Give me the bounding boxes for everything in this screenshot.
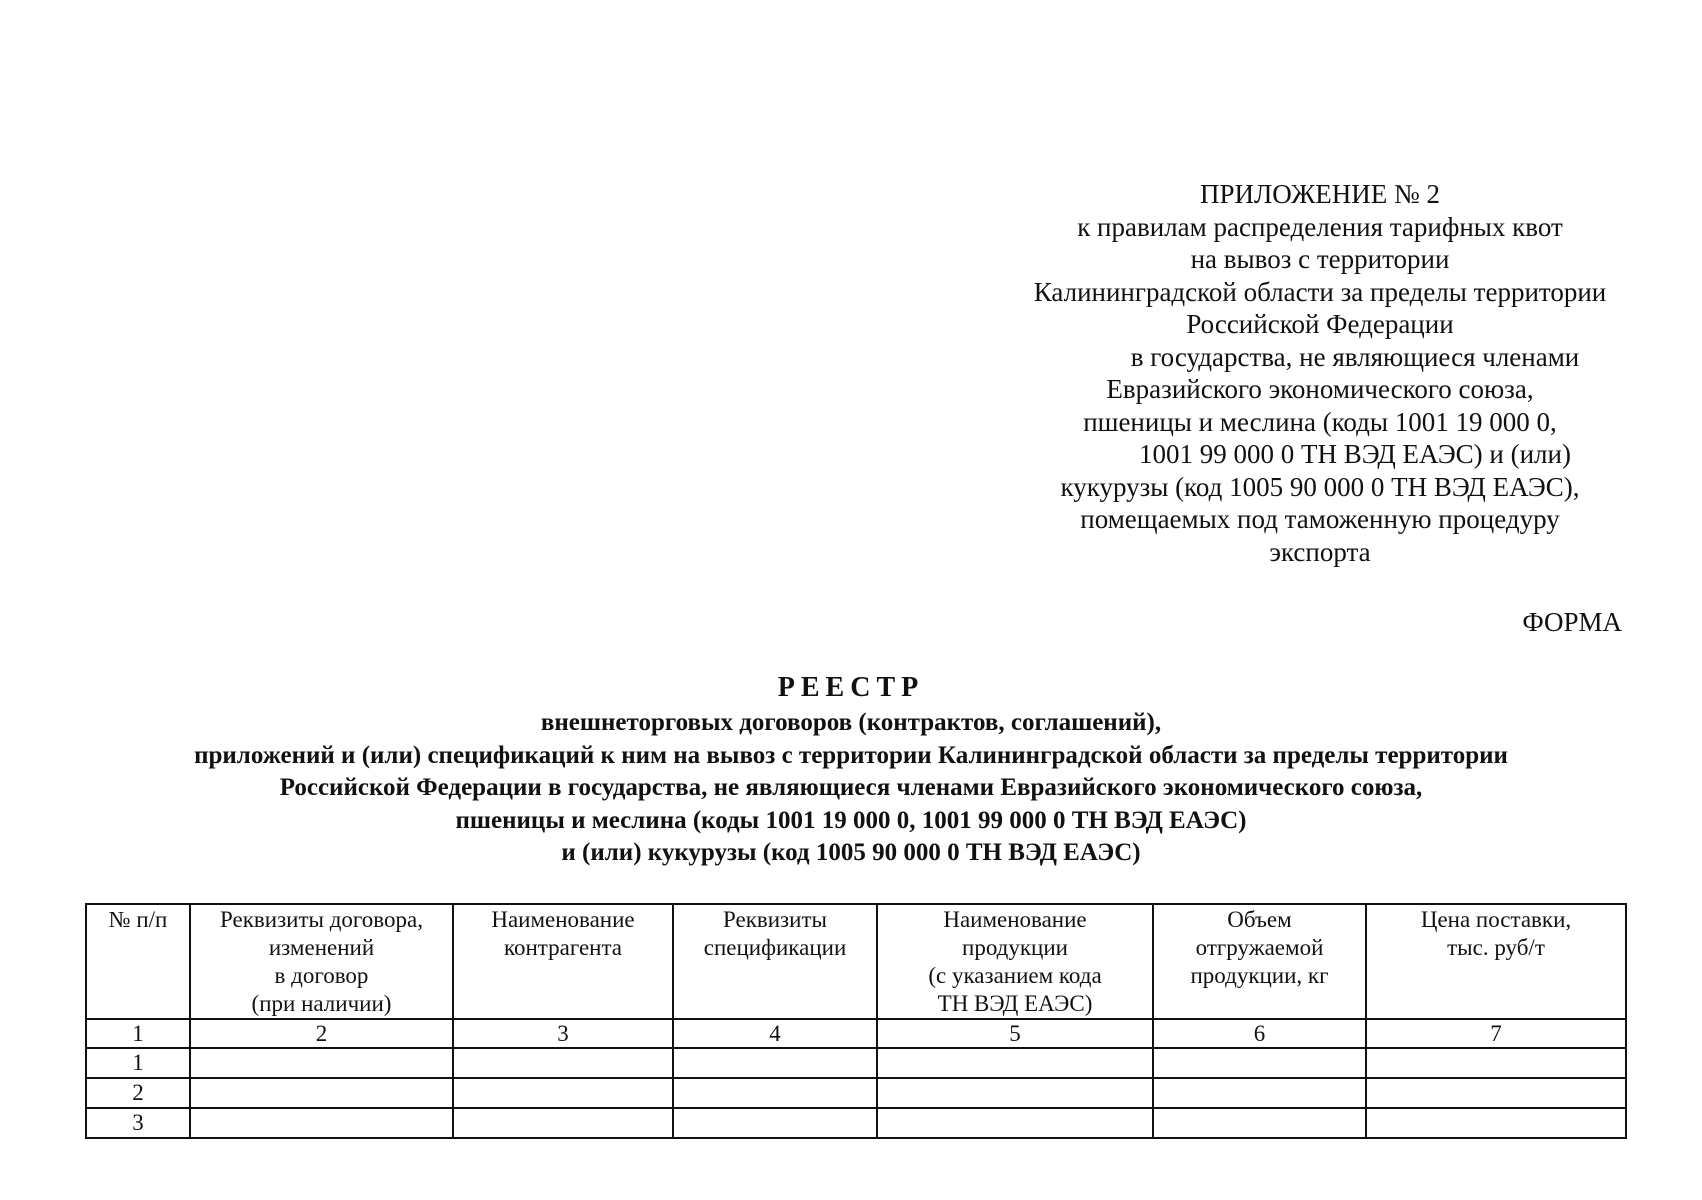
header-cell-contract-details: Реквизиты договора, изменений в договор (при наличии): [190, 904, 453, 1019]
header-cell-counterparty: Наименование контрагента: [453, 904, 673, 1019]
header-cell-number: № п/п: [86, 904, 190, 1019]
column-number: 3: [453, 1019, 673, 1048]
table-cell: 2: [86, 1078, 190, 1108]
table-row: [86, 1078, 1626, 1108]
column-number: 1: [86, 1019, 190, 1048]
column-number: 5: [877, 1019, 1153, 1048]
table-cell: [1366, 1048, 1626, 1078]
appendix-line: Российской Федерации: [1186, 309, 1454, 339]
appendix-line: помещаемых под таможенную процедуру: [1080, 504, 1560, 534]
table-cell: [1366, 1078, 1626, 1108]
column-number: 7: [1366, 1019, 1626, 1048]
table-row: [86, 1048, 1626, 1078]
subtitle-line: и (или) кукурузы (код 1005 90 000 0 ТН ВЭД ЕАЭС): [561, 839, 1141, 866]
appendix-line: экспорта: [1269, 536, 1371, 567]
column-number: 6: [1153, 1019, 1366, 1048]
subtitle-line: Российской Федерации в государства, не являющиеся членами Евразийского экономического союза,: [279, 774, 1423, 801]
appendix-line: к правилам распределения тарифных квот: [1077, 211, 1563, 242]
column-number-row: [86, 1019, 1626, 1048]
table-cell: 3: [86, 1108, 190, 1138]
header-row: [86, 904, 1626, 1019]
form-label: ФОРМА: [1522, 607, 1622, 637]
table-cell: [190, 1048, 453, 1078]
appendix-line: Евразийского экономического союза,: [1106, 374, 1534, 404]
table-cell: [1366, 1108, 1626, 1138]
table-cell: [453, 1048, 673, 1078]
table-cell: [190, 1078, 453, 1108]
column-number: 4: [673, 1019, 877, 1048]
appendix-line: Калининградской области за пределы территории: [1033, 276, 1607, 307]
subtitle-line: пшеницы и меслина (коды 1001 19 000 0, 1001 99 000 0 ТН ВЭД ЕАЭС): [455, 806, 1247, 834]
subtitle-line: приложений и (или) спецификаций к ним на вывоз с территории Калининградской области за пределы территории: [194, 741, 1508, 769]
header-cell-volume: Объем отгружаемой продукции, кг: [1153, 904, 1366, 1019]
table-cell: [1153, 1108, 1366, 1138]
table-cell: 1: [86, 1048, 190, 1078]
register-subtitle: [0, 707, 1702, 870]
appendix-heading: [990, 178, 1650, 568]
table-cell: [190, 1108, 453, 1138]
table-cell: [453, 1078, 673, 1108]
table-cell: [673, 1078, 877, 1108]
appendix-line: пшеницы и меслина (коды 1001 19 000 0,: [1083, 406, 1557, 437]
register-title: РЕЕСТР: [777, 672, 925, 703]
header-cell-price: Цена поставки, тыс. руб/т: [1366, 904, 1626, 1019]
appendix-line: кукурузы (код 1005 90 000 0 ТН ВЭД ЕАЭС),: [1060, 471, 1580, 502]
appendix-line: в государства, не являющиеся членами: [1130, 341, 1580, 372]
table-cell: [877, 1048, 1153, 1078]
table-row: [86, 1108, 1626, 1138]
header-cell-specification: Реквизиты спецификации: [673, 904, 877, 1019]
appendix-line: на вывоз с территории: [1190, 244, 1450, 274]
header-cell-product: Наименование продукции (с указанием кода ТН ВЭД ЕАЭС): [877, 904, 1153, 1019]
subtitle-line: внешнеторговых договоров (контрактов, соглашений),: [540, 709, 1162, 736]
table-cell: [673, 1048, 877, 1078]
table-cell: [453, 1108, 673, 1138]
appendix-line: 1001 99 000 0 ТН ВЭД ЕАЭС) и (или): [1139, 439, 1571, 469]
table-cell: [1153, 1048, 1366, 1078]
registry-table: [85, 903, 1627, 1139]
column-number: 2: [190, 1019, 453, 1048]
table-cell: [673, 1108, 877, 1138]
table-cell: [1153, 1078, 1366, 1108]
table-cell: [877, 1108, 1153, 1138]
appendix-line: ПРИЛОЖЕНИЕ № 2: [1199, 179, 1441, 209]
table-cell: [877, 1078, 1153, 1108]
